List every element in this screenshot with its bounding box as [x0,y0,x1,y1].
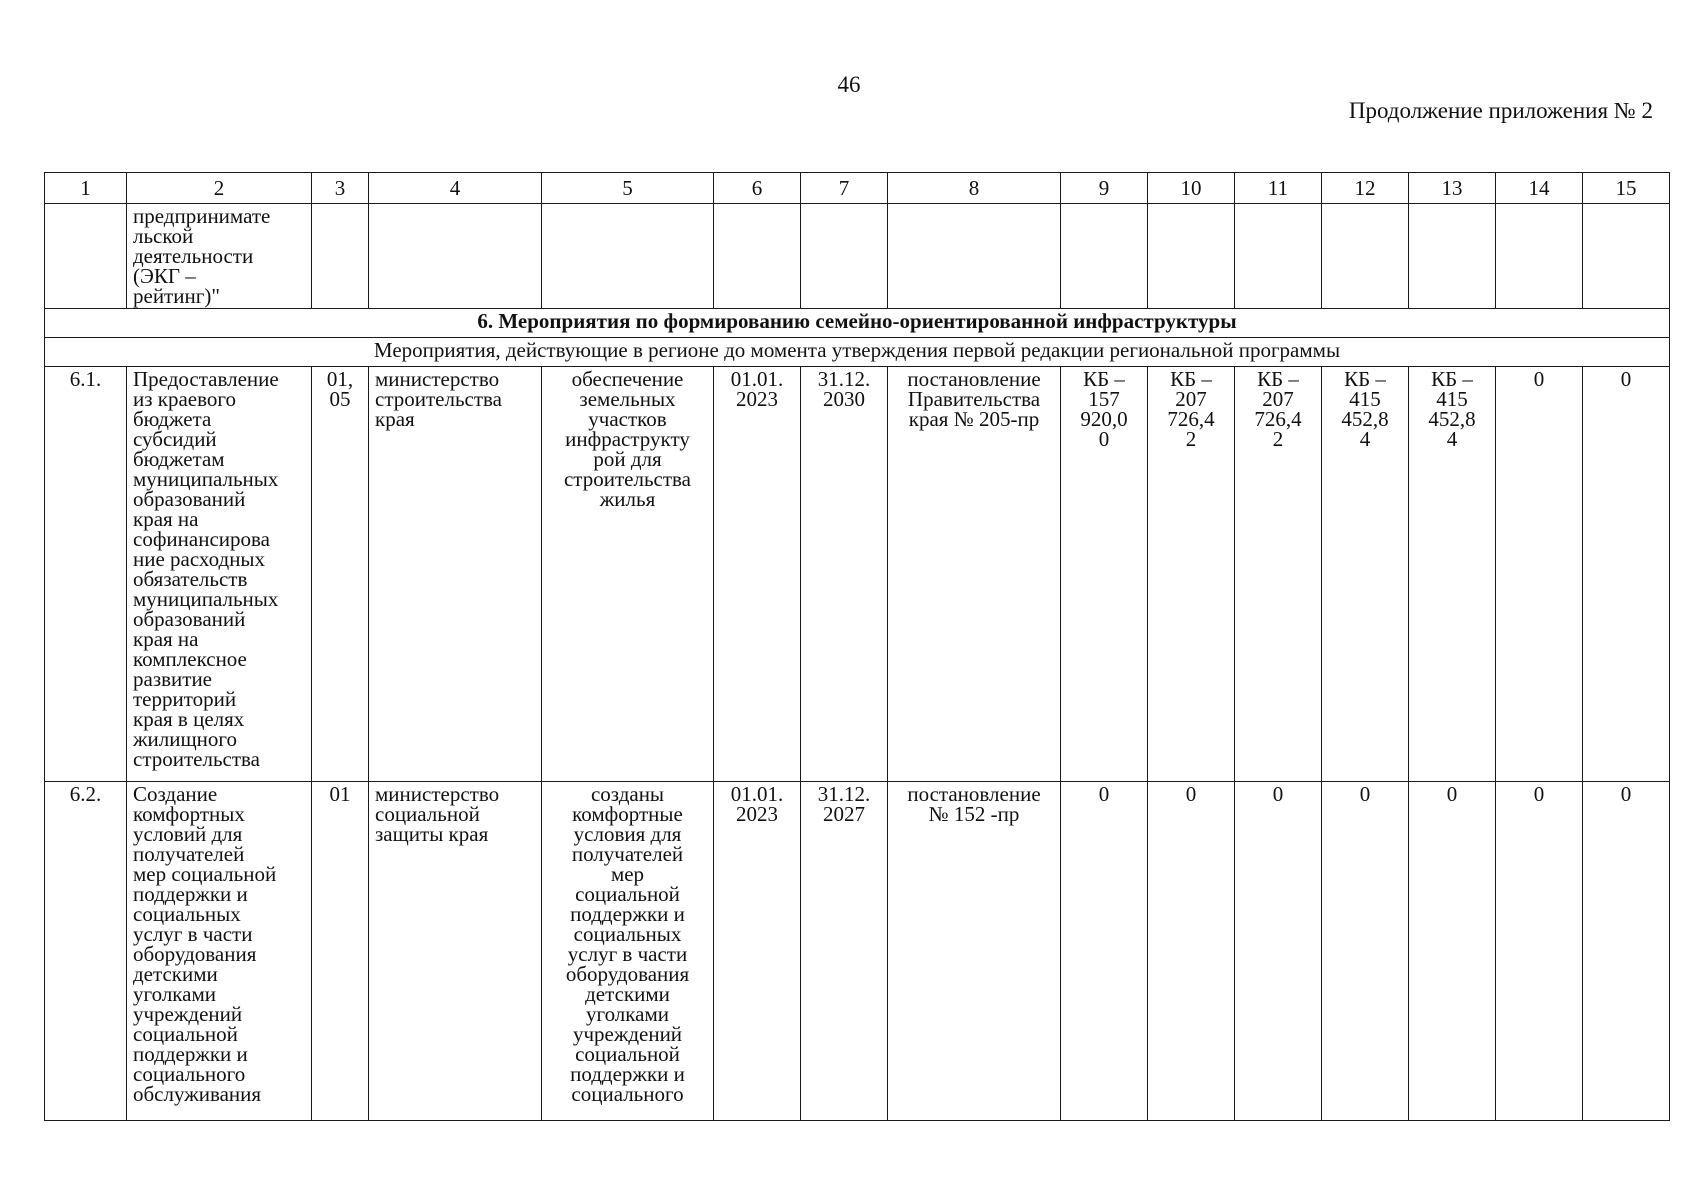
table-row [45,367,1670,782]
funding-cell: 0 [1496,782,1583,1121]
table-cell [1148,204,1235,309]
column-number: 7 [801,173,888,204]
column-number: 5 [542,173,714,204]
column-number-row [45,173,1670,204]
program-activities-table [44,172,1670,1121]
responsible-executor: министерство строительства края [369,367,542,782]
subsection-title: Мероприятия, действующие в регионе до момента утверждения первой редакции региональной программы [45,338,1670,367]
section-title: 6. Мероприятия по формированию семейно-ориентированной инфраструктуры [45,309,1670,338]
activity-name: Создание комфортных условий для получателей мер социальной поддержки и социальных услуг в части оборудования детскими уголками учреждений социальной поддержки и социального обслуживания [127,782,312,1121]
funding-cell: КБ – 207 726,4 2 [1235,367,1322,782]
column-number: 4 [369,173,542,204]
end-date: 31.12. 2027 [801,782,888,1121]
table-cell [1496,204,1583,309]
table-cell [312,204,369,309]
funding-cell: 0 [1496,367,1583,782]
section-row [45,309,1670,338]
legal-document: постановление № 152 -пр [888,782,1061,1121]
column-number: 12 [1322,173,1409,204]
page-number: 46 [837,72,861,97]
funding-cell: 0 [1583,782,1670,1121]
table-cell [1583,204,1670,309]
table-cell [1235,204,1322,309]
funding-cell: КБ – 415 452,8 4 [1409,367,1496,782]
table-cell [1061,204,1148,309]
activity-code: 01 [312,782,369,1121]
funding-cell: 0 [1409,782,1496,1121]
table-cell [1322,204,1409,309]
responsible-executor: министерство социальной защиты края [369,782,542,1121]
column-number: 3 [312,173,369,204]
row-number: 6.2. [45,782,127,1121]
table-cell [714,204,801,309]
funding-cell: 0 [1235,782,1322,1121]
table-cell [888,204,1061,309]
funding-cell: КБ – 207 726,4 2 [1148,367,1235,782]
activity-name: Предоставление из краевого бюджета субсидий бюджетам муниципальных образований края на софинансирова ние расходных обязательств муниципальных образований края на комплексное развитие территорий края в целях жилищного строительства [127,367,312,782]
column-number: 1 [45,173,127,204]
funding-cell: КБ – 415 452,8 4 [1322,367,1409,782]
column-number: 6 [714,173,801,204]
column-number: 13 [1409,173,1496,204]
subsection-row [45,338,1670,367]
table-cell [542,204,714,309]
row-number: 6.1. [45,367,127,782]
funding-cell: 0 [1061,782,1148,1121]
funding-cell: 0 [1322,782,1409,1121]
column-number: 8 [888,173,1061,204]
table-cell [369,204,542,309]
table-row [45,782,1670,1121]
funding-cell: 0 [1148,782,1235,1121]
column-number: 11 [1235,173,1322,204]
legal-document: постановление Правительства края № 205-пр [888,367,1061,782]
appendix-continuation-label: Продолжение приложения № 2 [1348,98,1653,123]
expected-result: обеспечение земельных участков инфраструкту рой для строительства жилья [542,367,714,782]
funding-cell: 0 [1583,367,1670,782]
table-cell [801,204,888,309]
start-date: 01.01. 2023 [714,367,801,782]
continued-row [45,204,1670,309]
expected-result: созданы комфортные условия для получателей мер социальной поддержки и социальных услуг в части оборудования детскими уголками учреждений социальной поддержки и социального [542,782,714,1121]
column-number: 14 [1496,173,1583,204]
column-number: 10 [1148,173,1235,204]
table-cell [45,204,127,309]
column-number: 15 [1583,173,1670,204]
table-cell [1409,204,1496,309]
column-number: 2 [127,173,312,204]
start-date: 01.01. 2023 [714,782,801,1121]
end-date: 31.12. 2030 [801,367,888,782]
continued-activity-name: предпринимате льской деятельности (ЭКГ – рейтинг)" [127,204,312,309]
activity-code: 01, 05 [312,367,369,782]
column-number: 9 [1061,173,1148,204]
funding-cell: КБ – 157 920,0 0 [1061,367,1148,782]
